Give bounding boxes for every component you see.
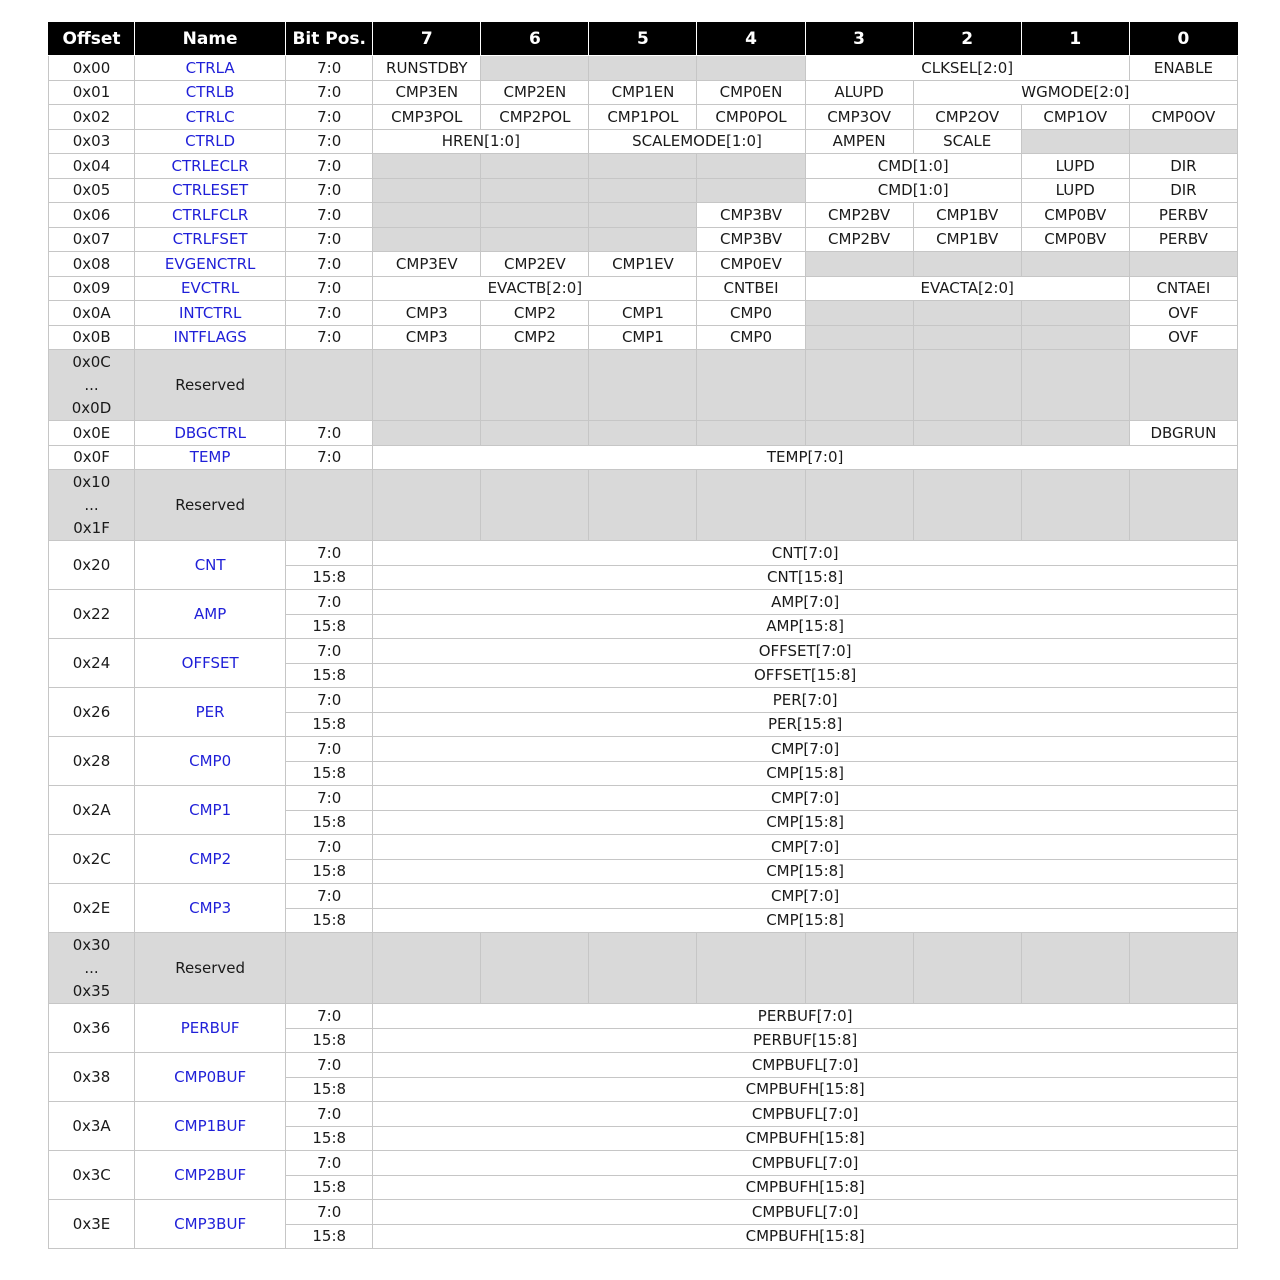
bit-field-cell: CMPBUFH[15:8] xyxy=(373,1175,1238,1200)
reserved-bit-cell xyxy=(589,203,697,228)
offset-line: 0x1F xyxy=(73,518,110,537)
bit-pos-cell: 7:0 xyxy=(286,541,373,566)
bit-pos-cell: 7:0 xyxy=(286,252,373,277)
reserved-cell xyxy=(481,933,589,1004)
bit-field-cell: CMP3BV xyxy=(697,227,805,252)
bit-field-cell: CMP2EN xyxy=(481,80,589,105)
table-row xyxy=(49,1053,1238,1078)
reserved-row xyxy=(49,350,1238,421)
bit-field-cell: CMPBUFH[15:8] xyxy=(373,1077,1238,1102)
bit-field-cell: CMP2BV xyxy=(805,227,913,252)
bit-pos-cell: 7:0 xyxy=(286,1053,373,1078)
bit-field-cell: CMP[7:0] xyxy=(373,786,1238,811)
offset-cell: 0x03 xyxy=(49,129,135,154)
offset-cell: 0x00 xyxy=(49,56,135,81)
bit-field-cell: CMP[15:8] xyxy=(373,761,1238,786)
reserved-bit-cell xyxy=(805,421,913,446)
table-row xyxy=(49,884,1238,909)
header-bit-4: 4 xyxy=(697,23,805,56)
bit-field-cell: CMP1BV xyxy=(913,203,1021,228)
bit-field-cell: CMP0OV xyxy=(1129,105,1237,130)
offset-cell: 0x36 xyxy=(49,1004,135,1053)
bit-pos-cell: 7:0 xyxy=(286,786,373,811)
reserved-bit-cell xyxy=(805,325,913,350)
header-bit-2: 2 xyxy=(913,23,1021,56)
reserved-cell xyxy=(373,933,481,1004)
reserved-bit-cell xyxy=(373,178,481,203)
offset-cell: 0x0E xyxy=(49,421,135,446)
bit-pos-cell: 15:8 xyxy=(286,565,373,590)
table-row xyxy=(49,252,1238,277)
bit-field-cell: HREN[1:0] xyxy=(373,129,589,154)
reserved-bit-cell xyxy=(913,421,1021,446)
register-name-link[interactable]: INTFLAGS xyxy=(135,325,286,350)
bit-field-cell: CMP1EN xyxy=(589,80,697,105)
register-name-link[interactable]: AMP xyxy=(135,590,286,639)
bit-pos-cell: 7:0 xyxy=(286,1151,373,1176)
register-name-link[interactable]: CMP3 xyxy=(135,884,286,933)
reserved-bit-cell xyxy=(481,154,589,179)
reserved-bit-cell xyxy=(1021,252,1129,277)
bit-field-cell: CMPBUFH[15:8] xyxy=(373,1126,1238,1151)
bit-pos-cell: 7:0 xyxy=(286,301,373,326)
bit-field-cell: CMP0 xyxy=(697,325,805,350)
reserved-bit-cell xyxy=(697,178,805,203)
bit-field-cell: CMPBUFL[7:0] xyxy=(373,1102,1238,1127)
register-name-link[interactable]: INTCTRL xyxy=(135,301,286,326)
bit-pos-cell: 7:0 xyxy=(286,1102,373,1127)
reserved-cell xyxy=(913,933,1021,1004)
bit-field-cell: CMP1 xyxy=(589,301,697,326)
reserved-bit-cell xyxy=(1021,129,1129,154)
bit-field-cell: CMP0BV xyxy=(1021,203,1129,228)
table-row xyxy=(49,301,1238,326)
register-name-link[interactable]: CTRLB xyxy=(135,80,286,105)
table-row xyxy=(49,325,1238,350)
bit-pos-cell: 15:8 xyxy=(286,859,373,884)
bit-field-cell: CMPBUFL[7:0] xyxy=(373,1053,1238,1078)
bit-pos-cell: 15:8 xyxy=(286,810,373,835)
reserved-bit-cell xyxy=(697,154,805,179)
reserved-cell xyxy=(481,470,589,541)
offset-cell: 0x08 xyxy=(49,252,135,277)
offset-cell: 0x06 xyxy=(49,203,135,228)
reserved-bit-cell xyxy=(373,421,481,446)
offset-cell: 0x09 xyxy=(49,276,135,301)
bit-pos-cell: 15:8 xyxy=(286,1224,373,1249)
table-row xyxy=(49,1151,1238,1176)
register-name-link[interactable]: PER xyxy=(135,688,286,737)
offset-cell xyxy=(49,350,135,421)
offset-cell: 0x05 xyxy=(49,178,135,203)
register-name-link[interactable]: OFFSET xyxy=(135,639,286,688)
reserved-cell xyxy=(373,470,481,541)
bit-pos-cell: 15:8 xyxy=(286,1028,373,1053)
reserved-cell xyxy=(589,350,697,421)
offset-cell: 0x0B xyxy=(49,325,135,350)
bit-field-cell: CMP2OV xyxy=(913,105,1021,130)
reserved-bit-cell xyxy=(913,325,1021,350)
register-name-link[interactable]: CTRLESET xyxy=(135,178,286,203)
bit-field-cell: OFFSET[15:8] xyxy=(373,663,1238,688)
bit-field-cell: CMP1BV xyxy=(913,227,1021,252)
offset-line: 0x35 xyxy=(72,981,111,1000)
table-row xyxy=(49,80,1238,105)
bit-pos-cell: 7:0 xyxy=(286,884,373,909)
bit-field-cell: CMP2BV xyxy=(805,203,913,228)
register-name-link[interactable]: EVCTRL xyxy=(135,276,286,301)
bit-field-cell: CMP3BV xyxy=(697,203,805,228)
offset-cell: 0x28 xyxy=(49,737,135,786)
reserved-cell xyxy=(286,350,373,421)
reserved-bit-cell xyxy=(697,56,805,81)
reserved-bit-cell xyxy=(589,56,697,81)
register-name-link[interactable]: CTRLFCLR xyxy=(135,203,286,228)
bit-pos-cell: 7:0 xyxy=(286,129,373,154)
bit-pos-cell: 15:8 xyxy=(286,1077,373,1102)
bit-field-cell: CMP3EV xyxy=(373,252,481,277)
header-bit-5: 5 xyxy=(589,23,697,56)
bit-field-cell: CMP3EN xyxy=(373,80,481,105)
reserved-bit-cell xyxy=(481,56,589,81)
bit-field-cell: LUPD xyxy=(1021,178,1129,203)
bit-pos-cell: 15:8 xyxy=(286,1175,373,1200)
header-name: Name xyxy=(135,23,286,56)
bit-pos-cell: 7:0 xyxy=(286,154,373,179)
register-name-link[interactable]: CMP0BUF xyxy=(135,1053,286,1102)
bit-field-cell: RUNSTDBY xyxy=(373,56,481,81)
register-name-link[interactable]: CTRLD xyxy=(135,129,286,154)
offset-cell: 0x01 xyxy=(49,80,135,105)
register-name-link[interactable]: CMP1 xyxy=(135,786,286,835)
offset-cell xyxy=(49,933,135,1004)
reserved-bit-cell xyxy=(589,178,697,203)
offset-line: ... xyxy=(84,375,99,394)
bit-field-cell: OFFSET[7:0] xyxy=(373,639,1238,664)
offset-cell: 0x0A xyxy=(49,301,135,326)
bit-field-cell: AMPEN xyxy=(805,129,913,154)
table-row xyxy=(49,835,1238,860)
reserved-bit-cell xyxy=(805,252,913,277)
reserved-cell xyxy=(589,933,697,1004)
bit-field-cell: CMP3 xyxy=(373,301,481,326)
bit-field-cell: CMP0EN xyxy=(697,80,805,105)
offset-cell: 0x07 xyxy=(49,227,135,252)
bit-pos-cell: 7:0 xyxy=(286,737,373,762)
bit-pos-cell: 7:0 xyxy=(286,1004,373,1029)
reserved-cell xyxy=(1021,933,1129,1004)
bit-field-cell: CMP[15:8] xyxy=(373,810,1238,835)
header-bit-6: 6 xyxy=(481,23,589,56)
register-name-link[interactable]: EVGENCTRL xyxy=(135,252,286,277)
bit-pos-cell: 15:8 xyxy=(286,712,373,737)
table-row xyxy=(49,1004,1238,1029)
bit-pos-cell: 7:0 xyxy=(286,203,373,228)
bit-field-cell: TEMP[7:0] xyxy=(373,445,1238,470)
reserved-cell xyxy=(913,350,1021,421)
bit-pos-cell: 7:0 xyxy=(286,639,373,664)
bit-field-cell: CMP1POL xyxy=(589,105,697,130)
reserved-bit-cell xyxy=(913,252,1021,277)
bit-field-cell: CMP3POL xyxy=(373,105,481,130)
reserved-cell xyxy=(697,933,805,1004)
header-bit-pos: Bit Pos. xyxy=(286,23,373,56)
bit-field-cell: OVF xyxy=(1129,325,1237,350)
register-name: Reserved xyxy=(135,470,286,541)
bit-field-cell: CMP1OV xyxy=(1021,105,1129,130)
reserved-bit-cell xyxy=(913,301,1021,326)
table-row xyxy=(49,154,1238,179)
bit-field-cell: CNTBEI xyxy=(697,276,805,301)
bit-pos-cell: 7:0 xyxy=(286,56,373,81)
bit-field-cell: CLKSEL[2:0] xyxy=(805,56,1129,81)
offset-cell: 0x2A xyxy=(49,786,135,835)
reserved-bit-cell xyxy=(589,227,697,252)
bit-field-cell: CMP[15:8] xyxy=(373,908,1238,933)
bit-pos-cell: 7:0 xyxy=(286,421,373,446)
register-name-link[interactable]: CNT xyxy=(135,541,286,590)
bit-field-cell: CMP0EV xyxy=(697,252,805,277)
bit-pos-cell: 15:8 xyxy=(286,614,373,639)
bit-field-cell: CNT[7:0] xyxy=(373,541,1238,566)
reserved-bit-cell xyxy=(481,227,589,252)
bit-field-cell: CMP1EV xyxy=(589,252,697,277)
reserved-bit-cell xyxy=(481,178,589,203)
bit-field-cell: CMPBUFL[7:0] xyxy=(373,1151,1238,1176)
offset-cell: 0x02 xyxy=(49,105,135,130)
reserved-cell xyxy=(1021,470,1129,541)
table-row xyxy=(49,56,1238,81)
bit-pos-cell: 7:0 xyxy=(286,227,373,252)
offset-cell: 0x24 xyxy=(49,639,135,688)
offset-cell: 0x3A xyxy=(49,1102,135,1151)
offset-cell: 0x38 xyxy=(49,1053,135,1102)
register-name-link[interactable]: PERBUF xyxy=(135,1004,286,1053)
offset-cell: 0x20 xyxy=(49,541,135,590)
register-name-link[interactable]: CTRLECLR xyxy=(135,154,286,179)
table-row xyxy=(49,178,1238,203)
table-row xyxy=(49,445,1238,470)
reserved-cell xyxy=(481,350,589,421)
bit-field-cell: EVACTA[2:0] xyxy=(805,276,1129,301)
bit-field-cell: CMP[15:8] xyxy=(373,859,1238,884)
header-offset: Offset xyxy=(49,23,135,56)
reserved-bit-cell xyxy=(373,154,481,179)
bit-field-cell: PERBV xyxy=(1129,227,1237,252)
bit-pos-cell: 15:8 xyxy=(286,761,373,786)
register-name: Reserved xyxy=(135,933,286,1004)
reserved-cell xyxy=(697,350,805,421)
register-summary-table xyxy=(48,22,1238,1249)
reserved-bit-cell xyxy=(373,203,481,228)
reserved-row xyxy=(49,933,1238,1004)
offset-line: 0x0C xyxy=(72,352,111,371)
reserved-bit-cell xyxy=(1129,252,1237,277)
table-row xyxy=(49,227,1238,252)
bit-pos-cell: 7:0 xyxy=(286,688,373,713)
table-row xyxy=(49,737,1238,762)
bit-field-cell: CMP[7:0] xyxy=(373,737,1238,762)
register-name-link[interactable]: CMP2 xyxy=(135,835,286,884)
offset-cell: 0x2C xyxy=(49,835,135,884)
bit-field-cell: PER[7:0] xyxy=(373,688,1238,713)
bit-field-cell: DBGRUN xyxy=(1129,421,1237,446)
reserved-cell xyxy=(805,470,913,541)
register-name-link[interactable]: CMP2BUF xyxy=(135,1151,286,1200)
bit-field-cell: PERBUF[7:0] xyxy=(373,1004,1238,1029)
reserved-cell xyxy=(373,350,481,421)
bit-field-cell: CMP2POL xyxy=(481,105,589,130)
reserved-bit-cell xyxy=(481,421,589,446)
register-name-link[interactable]: DBGCTRL xyxy=(135,421,286,446)
bit-pos-cell: 7:0 xyxy=(286,80,373,105)
reserved-bit-cell xyxy=(805,301,913,326)
bit-field-cell: CMP0BV xyxy=(1021,227,1129,252)
reserved-bit-cell xyxy=(589,421,697,446)
bit-pos-cell: 7:0 xyxy=(286,276,373,301)
bit-pos-cell: 7:0 xyxy=(286,835,373,860)
reserved-bit-cell xyxy=(481,203,589,228)
register-name-link[interactable]: CTRLA xyxy=(135,56,286,81)
bit-field-cell: LUPD xyxy=(1021,154,1129,179)
reserved-cell xyxy=(589,470,697,541)
reserved-cell xyxy=(286,933,373,1004)
offset-cell: 0x3E xyxy=(49,1200,135,1249)
bit-field-cell: CMP0 xyxy=(697,301,805,326)
offset-line: ... xyxy=(84,958,99,977)
bit-field-cell: CMPBUFL[7:0] xyxy=(373,1200,1238,1225)
bit-field-cell: EVACTB[2:0] xyxy=(373,276,697,301)
bit-field-cell: CMP3OV xyxy=(805,105,913,130)
bit-field-cell: AMP[7:0] xyxy=(373,590,1238,615)
reserved-cell xyxy=(805,350,913,421)
bit-field-cell: CMD[1:0] xyxy=(805,178,1021,203)
bit-field-cell: CMP1 xyxy=(589,325,697,350)
table-row xyxy=(49,203,1238,228)
table-body xyxy=(49,56,1238,1249)
bit-field-cell: CNTAEI xyxy=(1129,276,1237,301)
bit-field-cell: AMP[15:8] xyxy=(373,614,1238,639)
bit-field-cell: CMP0POL xyxy=(697,105,805,130)
table-row xyxy=(49,421,1238,446)
bit-pos-cell: 15:8 xyxy=(286,1126,373,1151)
offset-line: 0x30 xyxy=(72,935,111,954)
register-name-link[interactable]: CTRLFSET xyxy=(135,227,286,252)
reserved-row xyxy=(49,470,1238,541)
table-row xyxy=(49,639,1238,664)
register-name-link[interactable]: CMP0 xyxy=(135,737,286,786)
offset-line: 0x10 xyxy=(72,472,111,491)
reserved-bit-cell xyxy=(1021,325,1129,350)
bit-field-cell: CMP2 xyxy=(481,301,589,326)
table-row xyxy=(49,276,1238,301)
offset-line: ... xyxy=(84,495,99,514)
table-row xyxy=(49,105,1238,130)
bit-field-cell: CMP2 xyxy=(481,325,589,350)
bit-field-cell: PERBUF[15:8] xyxy=(373,1028,1238,1053)
bit-field-cell: OVF xyxy=(1129,301,1237,326)
reserved-cell xyxy=(697,470,805,541)
header-bit-3: 3 xyxy=(805,23,913,56)
table-row xyxy=(49,1102,1238,1127)
bit-pos-cell: 15:8 xyxy=(286,908,373,933)
bit-field-cell: ALUPD xyxy=(805,80,913,105)
bit-pos-cell: 7:0 xyxy=(286,1200,373,1225)
reserved-bit-cell xyxy=(697,421,805,446)
table-row xyxy=(49,688,1238,713)
bit-field-cell: CMPBUFH[15:8] xyxy=(373,1224,1238,1249)
offset-cell: 0x04 xyxy=(49,154,135,179)
bit-field-cell: ENABLE xyxy=(1129,56,1237,81)
bit-field-cell: CMP3 xyxy=(373,325,481,350)
table-row xyxy=(49,541,1238,566)
reserved-bit-cell xyxy=(1129,129,1237,154)
offset-cell: 0x22 xyxy=(49,590,135,639)
reserved-cell xyxy=(1129,350,1237,421)
bit-field-cell: DIR xyxy=(1129,178,1237,203)
reserved-bit-cell xyxy=(373,227,481,252)
reserved-bit-cell xyxy=(1021,421,1129,446)
offset-cell: 0x0F xyxy=(49,445,135,470)
reserved-cell xyxy=(1021,350,1129,421)
reserved-cell xyxy=(1129,933,1237,1004)
bit-pos-cell: 7:0 xyxy=(286,325,373,350)
register-name-link[interactable]: CMP1BUF xyxy=(135,1102,286,1151)
reserved-cell xyxy=(1129,470,1237,541)
reserved-cell xyxy=(913,470,1021,541)
table-header-row xyxy=(49,23,1238,56)
table-row xyxy=(49,1200,1238,1225)
reserved-cell xyxy=(286,470,373,541)
header-bit-7: 7 xyxy=(373,23,481,56)
table-row xyxy=(49,786,1238,811)
bit-field-cell: DIR xyxy=(1129,154,1237,179)
bit-field-cell: CMP2EV xyxy=(481,252,589,277)
bit-field-cell: PER[15:8] xyxy=(373,712,1238,737)
bit-field-cell: CMP[7:0] xyxy=(373,835,1238,860)
bit-pos-cell: 7:0 xyxy=(286,445,373,470)
bit-field-cell: SCALE xyxy=(913,129,1021,154)
table-row xyxy=(49,590,1238,615)
register-name-link[interactable]: TEMP xyxy=(135,445,286,470)
reserved-cell xyxy=(805,933,913,1004)
offset-cell: 0x2E xyxy=(49,884,135,933)
register-name-link[interactable]: CMP3BUF xyxy=(135,1200,286,1249)
offset-line: 0x0D xyxy=(71,398,112,417)
offset-cell xyxy=(49,470,135,541)
bit-field-cell: CMP[7:0] xyxy=(373,884,1238,909)
offset-cell: 0x3C xyxy=(49,1151,135,1200)
bit-pos-cell: 7:0 xyxy=(286,105,373,130)
bit-field-cell: CNT[15:8] xyxy=(373,565,1238,590)
bit-pos-cell: 15:8 xyxy=(286,663,373,688)
offset-cell: 0x26 xyxy=(49,688,135,737)
bit-pos-cell: 7:0 xyxy=(286,590,373,615)
bit-pos-cell: 7:0 xyxy=(286,178,373,203)
register-name: Reserved xyxy=(135,350,286,421)
bit-field-cell: CMD[1:0] xyxy=(805,154,1021,179)
reserved-bit-cell xyxy=(589,154,697,179)
bit-field-cell: SCALEMODE[1:0] xyxy=(589,129,805,154)
register-name-link[interactable]: CTRLC xyxy=(135,105,286,130)
bit-field-cell: WGMODE[2:0] xyxy=(913,80,1237,105)
table-row xyxy=(49,129,1238,154)
bit-field-cell: PERBV xyxy=(1129,203,1237,228)
header-bit-0: 0 xyxy=(1129,23,1237,56)
header-bit-1: 1 xyxy=(1021,23,1129,56)
reserved-bit-cell xyxy=(1021,301,1129,326)
